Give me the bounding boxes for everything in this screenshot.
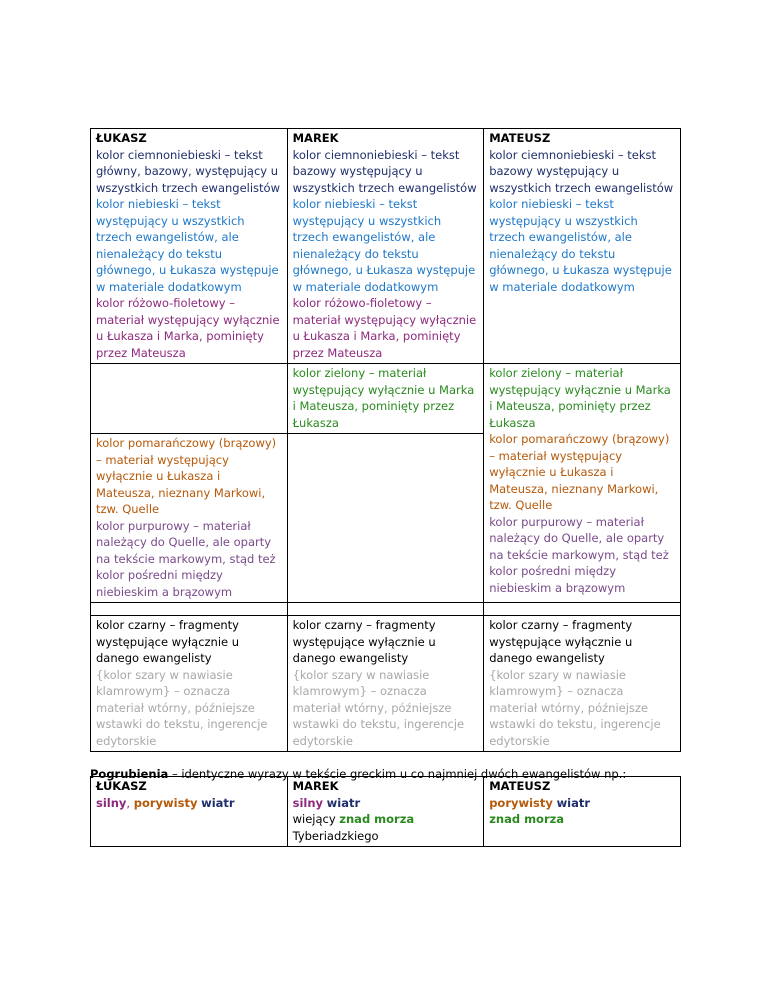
luke-cell <box>91 616 288 752</box>
luke-cell <box>91 434 288 603</box>
legend-black: kolor czarny – fragmenty występujące wyłącznie u danego ewangelisty <box>292 618 436 665</box>
matthew-cell <box>484 603 681 616</box>
table-row <box>91 616 681 752</box>
legend-blue: kolor niebieski – tekst występujący u wszystkich trzech ewangelistów, ale nienależący do tekstu głównego, u Łukasza występuje w materiale dodatkowym <box>96 197 279 294</box>
bold-note-text: – identyczne wyrazy w tekście greckim u co najmniej dwóch ewangelistów np.: <box>168 767 627 781</box>
example-line: Tyberiadzkiego <box>292 828 379 843</box>
word: wiatr <box>201 795 235 810</box>
example-line <box>489 795 675 812</box>
legend-pink: kolor różowo-fioletowy – materiał występujący wyłącznie u Łukasza i Marka, pominięty przez Mateusza <box>96 296 280 360</box>
word: znad morza <box>339 812 415 826</box>
matthew-cell <box>484 364 681 603</box>
mark-cell <box>287 129 484 364</box>
bold-note-term: Pogrubienia <box>90 767 169 781</box>
luke-cell <box>91 603 288 616</box>
word: wiejący <box>292 812 336 826</box>
legend-navy: kolor ciemnoniebieski – tekst bazowy występujący u wszystkich trzech ewangelistów <box>489 147 674 195</box>
word: wiatr <box>556 795 591 810</box>
column-header-luke: ŁUKASZ <box>96 131 147 145</box>
word: porywisty <box>489 795 553 810</box>
mark-cell <box>287 616 484 752</box>
legend-gray: {kolor szary w nawiasie klamrowym} – oznacza materiał wtórny, późniejsze wstawki do tekstu, ingerencje edytorskie <box>489 667 661 748</box>
legend-black: kolor czarny – fragmenty występujące wyłącznie u danego ewangelisty <box>489 618 633 665</box>
table-row <box>91 603 681 616</box>
column-header-matthew: MATEUSZ <box>489 131 551 145</box>
table-row <box>91 364 681 434</box>
column-header-matthew: MATEUSZ <box>489 779 551 793</box>
matthew-cell <box>484 616 681 752</box>
word: wiatr <box>326 795 361 810</box>
example-line <box>96 795 282 812</box>
legend-green: kolor zielony – materiał występujący wyłącznie u Marka i Mateusza, pominięty przez Łukasza <box>292 366 475 430</box>
matthew-cell <box>484 777 681 847</box>
example-line <box>293 795 479 812</box>
legend-orange: kolor pomarańczowy (brązowy) – materiał występujący wyłącznie u Łukasza i Mateusza, nieznany Markowi, tzw. Quelle <box>489 432 670 512</box>
legend-green: kolor zielony – materiał występujący wyłącznie u Marka i Mateusza, pominięty przez Łukasza <box>489 366 671 430</box>
color-legend-table <box>90 128 681 752</box>
legend-black: kolor czarny – fragmenty występujące wyłącznie u danego ewangelisty <box>96 618 240 665</box>
table-row <box>91 777 681 847</box>
matthew-cell <box>484 129 681 364</box>
legend-gray: {kolor szary w nawiasie klamrowym} – oznacza materiał wtórny, późniejsze wstawki do tekstu, ingerencje edytorskie <box>292 667 465 748</box>
mark-cell <box>287 364 484 434</box>
table-row <box>91 129 681 364</box>
legend-pink: kolor różowo-fioletowy – materiał występujący wyłącznie u Łukasza i Marka, pominięty przez Mateusza <box>292 296 477 360</box>
legend-navy: kolor ciemnoniebieski – tekst główny, bazowy, występujący u wszystkich trzech ewangelistów <box>96 147 280 195</box>
legend-purple: kolor purpurowy – materiał należący do Quelle, ale oparty na tekście markowym, stąd też kolor pośredni między niebieskim a brązowym <box>96 518 276 599</box>
mark-cell <box>287 603 484 616</box>
word: porywisty <box>133 795 198 810</box>
column-header-mark: MAREK <box>292 131 339 145</box>
legend-orange: kolor pomarańczowy (brązowy) – materiał występujący wyłącznie u Łukasza i Mateusza, nieznany Markowi, tzw. Quelle <box>96 436 277 516</box>
column-header-luke: ŁUKASZ <box>96 779 147 793</box>
example-table <box>90 776 681 847</box>
luke-cell <box>91 364 288 434</box>
word: silny <box>96 795 127 810</box>
mark-cell <box>287 777 484 847</box>
luke-cell <box>91 129 288 364</box>
legend-blue: kolor niebieski – tekst występujący u wszystkich trzech ewangelistów, ale nienależący do tekstu głównego, u Łukasza występuje w materiale dodatkowym <box>489 197 672 294</box>
example-line <box>293 811 479 828</box>
mark-cell <box>287 434 484 603</box>
column-header-mark: MAREK <box>292 779 339 793</box>
word: silny <box>292 795 324 810</box>
legend-blue: kolor niebieski – tekst występujący u wszystkich trzech ewangelistów, ale nienależący do tekstu głównego, u Łukasza występuje w materiale dodatkowym <box>292 197 476 294</box>
legend-navy: kolor ciemnoniebieski – tekst bazowy występujący u wszystkich trzech ewangelistów <box>292 147 477 195</box>
legend-gray: {kolor szary w nawiasie klamrowym} – oznacza materiał wtórny, późniejsze wstawki do tekstu, ingerencje edytorskie <box>96 667 268 748</box>
legend-purple: kolor purpurowy – materiał należący do Quelle, ale oparty na tekście markowym, stąd też kolor pośredni między niebieskim a brązowym <box>489 514 669 595</box>
example-line: znad morza <box>489 812 565 826</box>
separator: , <box>126 795 134 810</box>
luke-cell <box>91 777 288 847</box>
